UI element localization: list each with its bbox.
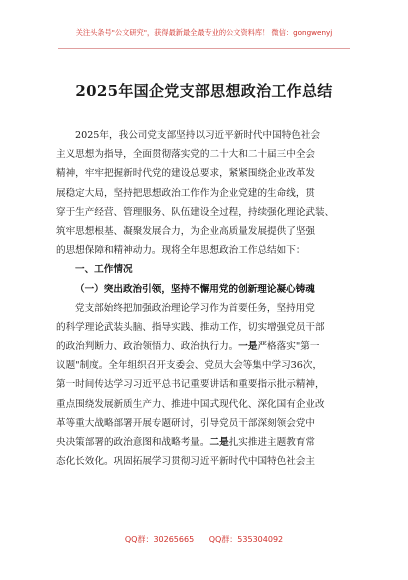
paragraph-line: 主义思想为指导，全面贯彻落实党的二十大和二十届三中全会 (56, 149, 316, 161)
paragraph-line: 的科学理论武装头脑、指导实践、推动工作，切实增强党员干部 (56, 321, 325, 333)
document-title: 2025年国企党支部思想政治工作总结 (75, 82, 333, 100)
paragraph-line: 的思想保障和精神动力。现将全年思想政治工作总结如下： (56, 245, 306, 257)
bold-lead-in: 二是 (209, 437, 229, 448)
header-note: 关注头条号"公文研究"，获得最新最全最专业的公文资料库！ 微信：gongwenyj (75, 28, 333, 37)
paragraph-line: 重点围绕发展新质生产力、推进中国式现代化、深化国有企业改 (56, 398, 325, 410)
paragraph-line: 穿于生产经营、管理服务、队伍建设全过程，持续强化理论武装、 (56, 206, 335, 218)
paragraph-line: 的政治判断力、政治领悟力、政治执行力。一是严格落实"第一 (56, 341, 320, 353)
bold-lead-in: 一是 (238, 341, 258, 353)
paragraph-line: 态化长效化。巩固拓展学习贯彻习近平新时代中国特色社会主 (56, 456, 316, 468)
paragraph-line: 展稳定大局，坚持把思想政治工作作为企业党建的生命线，贯 (56, 187, 316, 199)
paragraph-line: 2025年，我公司党支部坚持以习近平新时代中国特色社会 (75, 130, 321, 141)
paragraph-line: 党支部始终把加强政治理论学习作为首要任务，坚持用党 (75, 302, 315, 314)
footer-qq-group-1: QQ群：30265665 (124, 535, 195, 544)
paragraph-line: 议题"制度。全年组织召开支委会、党员大会等集中学习36次， (56, 360, 323, 372)
subsection-heading: （一）突出政治引领，坚持不懈用党的创新理论凝心铸魂 (75, 283, 315, 295)
paragraph-line: 央决策部署的政治意图和战略考量。二是扎实推进主题教育常 (56, 437, 316, 448)
paragraph-line: 精神，牢牢把握新时代党的建设总要求，紧紧围绕企业改革发 (56, 168, 316, 180)
section-heading: 一、工作情况 (75, 264, 133, 276)
document-body (56, 126, 356, 471)
paragraph-line: 革等重大战略部署开展专题研讨，引导党员干部深刻领会党中 (56, 417, 316, 429)
paragraph-line: 筑牢思想根基、凝聚发展合力，为企业高质量发展提供了坚强 (56, 225, 316, 237)
header-divider (58, 48, 350, 49)
paragraph-line: 第一时间传达学习习近平总书记重要讲话和重要指示批示精神， (56, 379, 325, 391)
footer-qq-group-2: QQ群：535304092 (208, 535, 284, 544)
footer-contacts (0, 534, 408, 545)
